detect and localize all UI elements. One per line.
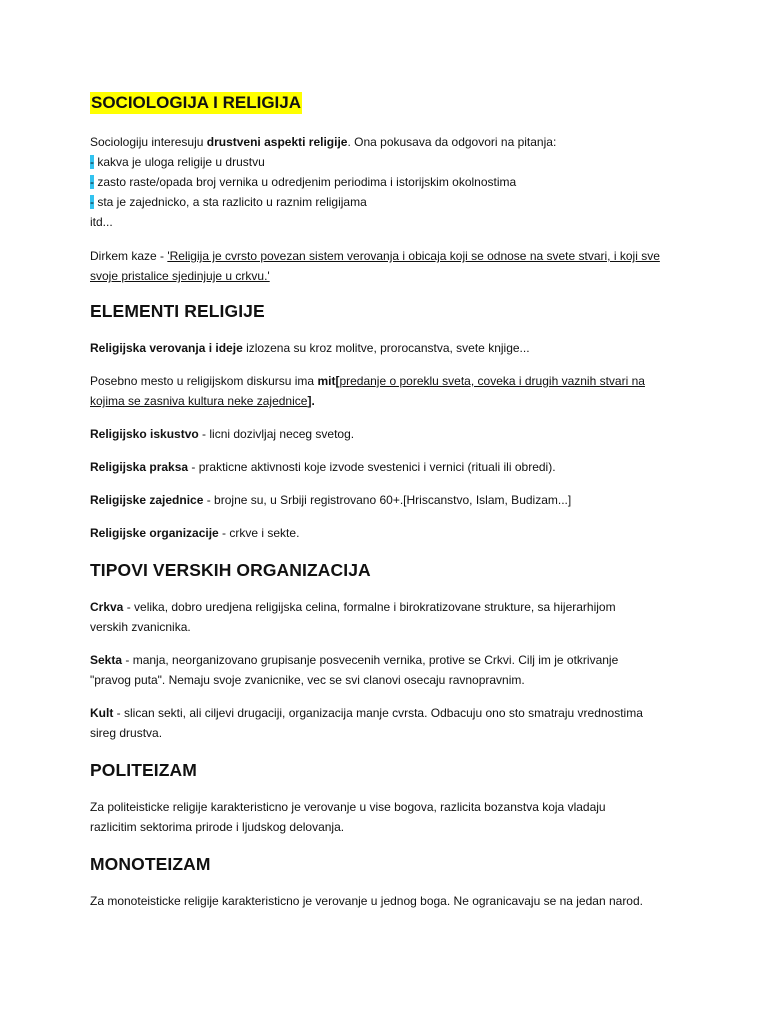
text-kult-continued: sireg drustva. <box>90 726 163 740</box>
paragraph-politeizam <box>90 797 685 837</box>
mit-definition-continued: kojima se zasniva kultura neke zajednice <box>90 394 308 408</box>
term-zajednice: Religijske zajednice <box>90 493 204 507</box>
paragraph-verovanja <box>90 338 685 358</box>
intro-etc: itd... <box>90 215 113 229</box>
paragraph-organizacije <box>90 523 685 543</box>
paragraph-crkva <box>90 597 685 637</box>
document-page <box>90 92 685 924</box>
intro-item-text: sta je zajednicko, a sta razlicito u raznim religijama <box>94 195 367 209</box>
paragraph-sekta <box>90 650 685 690</box>
intro-list-item <box>90 192 685 212</box>
durkheim-quote-continued: svoje pristalice sjedinjuje u crkvu.' <box>90 269 270 283</box>
heading-politeizam: POLITEIZAM <box>90 760 197 780</box>
paragraph-praksa <box>90 457 685 477</box>
durkheim-prefix: Dirkem kaze - <box>90 249 168 263</box>
intro-line <box>90 132 685 152</box>
intro-item-text: kakva je uloga religije u drustvu <box>94 155 265 169</box>
text-crkva-continued: verskih zvanicnika. <box>90 620 191 634</box>
text-praksa: - prakticne aktivnosti koje izvode svestenici i vernici (rituali ili obredi). <box>188 460 556 474</box>
paragraph-kult <box>90 703 685 743</box>
intro-item-text: zasto raste/opada broj vernika u odredjenim periodima i istorijskim okolnostima <box>94 175 517 189</box>
term-sekta: Sekta <box>90 653 123 667</box>
text-zajednice: - brojne su, u Srbiji registrovano 60+.[Hriscanstvo, Islam, Budizam...] <box>203 493 572 507</box>
crkva-line <box>90 597 685 617</box>
sekta-line <box>90 650 685 670</box>
text-politeizam-continued: razlicitim sektorima prirode i ljudskog delovanja. <box>90 820 345 834</box>
durkheim-line <box>90 246 685 266</box>
list-dash: - <box>90 195 94 209</box>
term-praksa: Religijska praksa <box>90 460 189 474</box>
text-verovanja: izlozena su kroz molitve, prorocanstva, svete knjige... <box>242 341 530 355</box>
durkheim-quote: 'Religija je cvrsto povezan sistem verovanja i obicaja koji se odnose na svete stvari, i koji sve <box>167 249 660 263</box>
term-verovanja: Religijska verovanja i ideje <box>90 341 243 355</box>
text-sekta: - manja, neorganizovano grupisanje posvecenih vernika, protive se Crkvi. Cilj im je otkrivanje <box>122 653 619 667</box>
intro-prefix: Sociologiju interesuju <box>90 135 207 149</box>
mit-bracket-open: [ <box>335 374 340 388</box>
durkheim-paragraph <box>90 246 685 286</box>
kult-line <box>90 703 685 723</box>
term-crkva: Crkva <box>90 600 124 614</box>
text-politeizam: Za politeisticke religije karakteristicno je verovanje u vise bogova, razlicita bozanstva koja vladaju <box>90 800 606 814</box>
heading-monoteizam: MONOTEIZAM <box>90 854 211 874</box>
mit-line <box>90 371 685 391</box>
term-organizacije: Religijske organizacije <box>90 526 219 540</box>
text-crkva: - velika, dobro uredjena religijska celina, formalne i birokratizovane strukture, sa hijerarhijom <box>123 600 616 614</box>
intro-paragraph <box>90 132 685 232</box>
document-title-text: SOCIOLOGIJA I RELIGIJA <box>91 93 302 112</box>
document-title <box>90 92 302 114</box>
intro-suffix: . Ona pokusava da odgovori na pitanja: <box>347 135 557 149</box>
heading-elementi-religije: ELEMENTI RELIGIJE <box>90 301 265 321</box>
term-iskustvo: Religijsko iskustvo <box>90 427 199 441</box>
list-dash: - <box>90 155 94 169</box>
text-iskustvo: - licni dozivljaj neceg svetog. <box>198 427 355 441</box>
mit-definition: predanje o poreklu sveta, coveka i drugih vaznih stvari na <box>339 374 645 388</box>
intro-bold-term: drustveni aspekti religije <box>206 135 348 149</box>
mit-bracket-close: ]. <box>307 394 315 408</box>
text-kult: - slican sekti, ali ciljevi drugaciji, organizacija manje cvrsta. Odbacuju ono sto smatraju vrednostima <box>113 706 643 720</box>
paragraph-mit <box>90 371 685 411</box>
text-sekta-continued: "pravog puta". Nemaju svoje zvanicnike, vec se svi clanovi osecaju ravnopravnim. <box>90 673 525 687</box>
intro-list-item <box>90 172 685 192</box>
term-mit: mit <box>317 374 336 388</box>
term-kult: Kult <box>90 706 114 720</box>
intro-list-item <box>90 152 685 172</box>
mit-prefix: Posebno mesto u religijskom diskursu ima <box>90 374 318 388</box>
paragraph-iskustvo <box>90 424 685 444</box>
paragraph-monoteizam <box>90 891 685 911</box>
text-monoteizam: Za monoteisticke religije karakteristicno je verovanje u jednog boga. Ne ogranicavaju se na jedan narod. <box>90 894 643 908</box>
paragraph-zajednice <box>90 490 685 510</box>
mit-line-continued <box>90 391 685 411</box>
text-organizacije: - crkve i sekte. <box>218 526 300 540</box>
list-dash: - <box>90 175 94 189</box>
heading-tipovi-verskih-organizacija: TIPOVI VERSKIH ORGANIZACIJA <box>90 560 371 580</box>
